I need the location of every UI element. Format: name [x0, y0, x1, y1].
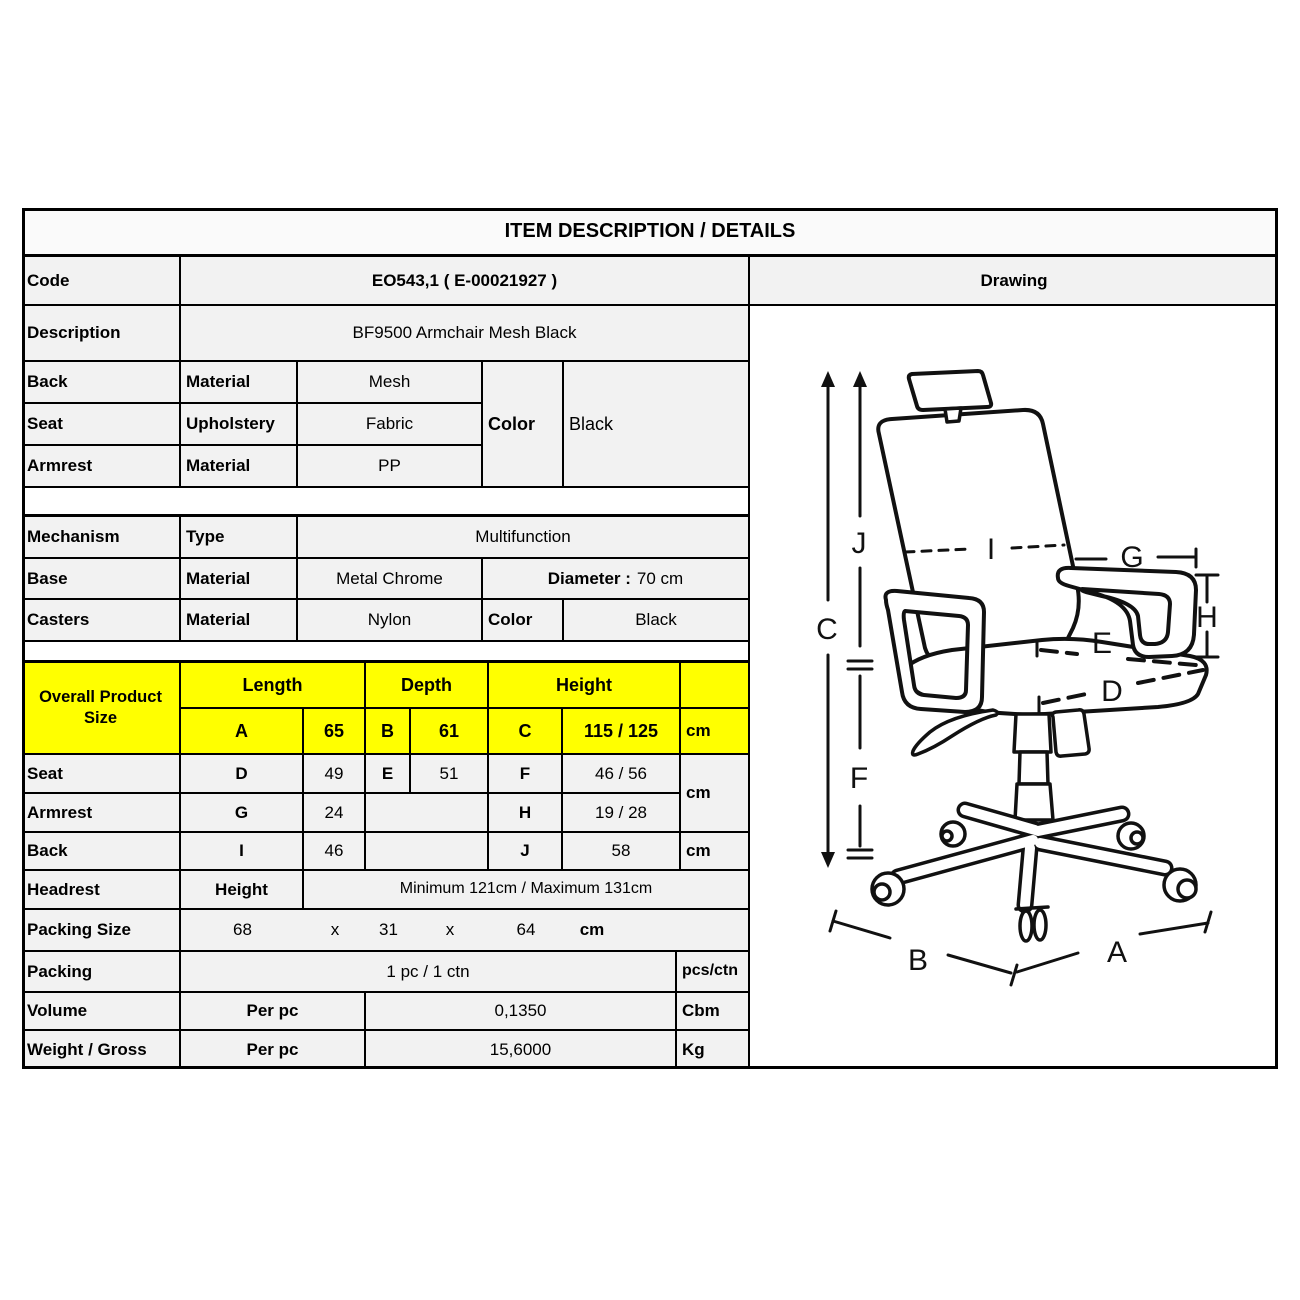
caster-front-right — [1164, 869, 1196, 901]
base-material-value: Metal Chrome — [298, 559, 483, 600]
headrest-attr: Height — [181, 871, 304, 910]
packing-size-d2: 31 — [379, 920, 398, 940]
seat-label: Seat — [22, 404, 181, 446]
color-value: Black — [564, 362, 750, 488]
casters-material-value: Nylon — [298, 600, 483, 642]
dim-letter-H: H — [489, 794, 563, 833]
dim-value-I: 46 — [304, 833, 366, 871]
packing-value: 1 pc / 1 ctn — [181, 952, 677, 993]
code-value: EO543,1 ( E-00021927 ) — [181, 257, 750, 306]
caster-front-left — [872, 873, 904, 905]
packing-unit: pcs/ctn — [677, 952, 750, 993]
packing-size-value — [181, 910, 750, 952]
mechanism-attr: Type — [181, 517, 298, 559]
dim-letter-C: C — [489, 709, 563, 755]
dim-letter-E: E — [366, 755, 411, 794]
volume-per: Per pc — [181, 993, 366, 1031]
armrest-material-value: PP — [298, 446, 483, 488]
casters-attr: Material — [181, 600, 298, 642]
col-header-depth: Depth — [366, 663, 489, 709]
col-header-height: Height — [489, 663, 681, 709]
color-label: Color — [483, 362, 564, 488]
chair-headrest-stem — [945, 408, 961, 422]
dim-value-H: 19 / 28 — [563, 794, 681, 833]
col-header-length: Length — [181, 663, 366, 709]
overall-unit: cm — [681, 709, 750, 755]
packing-size-unit: cm — [579, 920, 605, 940]
dim-letter-A: A — [181, 709, 304, 755]
chair-drawing — [750, 306, 1278, 1069]
dim-value-C: 115 / 125 — [563, 709, 681, 755]
drawing-header: Drawing — [750, 257, 1278, 306]
back-attr: Material — [181, 362, 298, 404]
packing-size-label: Packing Size — [22, 910, 181, 952]
letter-D: D — [1101, 675, 1123, 708]
letter-J: J — [851, 527, 867, 560]
description-value: BF9500 Armchair Mesh Black — [181, 306, 750, 362]
back-material-value: Mesh — [298, 362, 483, 404]
spec-table — [22, 208, 1278, 1069]
description-label: Description — [22, 306, 181, 362]
drawing-area — [750, 306, 1278, 1069]
letter-H: H — [1196, 601, 1218, 634]
packing-size-d1: 68 — [233, 920, 252, 940]
sheet-title: ITEM DESCRIPTION / DETAILS — [22, 208, 1278, 257]
letter-F: F — [849, 762, 869, 795]
letter-I: I — [986, 533, 996, 566]
armrest-dim-label: Armrest — [22, 794, 181, 833]
packing-size-x1: x — [330, 920, 340, 940]
spacer-row-2 — [22, 642, 750, 663]
volume-unit: Cbm — [677, 993, 750, 1031]
mechanism-value: Multifunction — [298, 517, 750, 559]
dim-letter-J: J — [489, 833, 563, 871]
dim-value-G: 24 — [304, 794, 366, 833]
overall-size-label-line1: Overall Product — [39, 687, 162, 706]
casters-color-label: Color — [483, 600, 564, 642]
letter-E: E — [1091, 627, 1113, 660]
dim-value-D: 49 — [304, 755, 366, 794]
seat-upholstery-value: Fabric — [298, 404, 483, 446]
chair-mechanism-box — [1052, 710, 1089, 756]
dim-letter-F: F — [489, 755, 563, 794]
casters-color-value: Black — [564, 600, 750, 642]
armrest-label: Armrest — [22, 446, 181, 488]
code-label: Code — [22, 257, 181, 306]
caster-back-right — [1118, 823, 1144, 849]
base-diameter — [483, 559, 750, 600]
dim-letter-B: B — [366, 709, 411, 755]
weight-value: 15,6000 — [366, 1031, 677, 1069]
dim-value-A: 65 — [304, 709, 366, 755]
chair-gas-lift — [1014, 714, 1053, 820]
base-attr: Material — [181, 559, 298, 600]
spacer-row-1 — [22, 488, 750, 517]
dim-letter-I: I — [181, 833, 304, 871]
dim-value-F: 46 / 56 — [563, 755, 681, 794]
packing-size-d3: 64 — [516, 920, 536, 940]
overall-size-label — [22, 663, 181, 755]
dim-letter-G: G — [181, 794, 304, 833]
armrest-dim-empty — [366, 794, 489, 833]
base-diameter-value: 70 cm — [636, 568, 684, 588]
letter-A: A — [1106, 936, 1128, 969]
headrest-value: Minimum 121cm / Maximum 131cm — [304, 871, 750, 910]
back-dim-empty — [366, 833, 489, 871]
chair-headrest — [909, 371, 991, 410]
overall-size-label-line2: Size — [83, 709, 118, 727]
headrest-label: Headrest — [22, 871, 181, 910]
seat-attr: Upholstery — [181, 404, 298, 446]
casters-label: Casters — [22, 600, 181, 642]
seat-dim-label: Seat — [22, 755, 181, 794]
letter-B: B — [907, 944, 929, 977]
volume-label: Volume — [22, 993, 181, 1031]
volume-value: 0,1350 — [366, 993, 677, 1031]
letter-G: G — [1120, 541, 1144, 574]
letter-C: C — [816, 613, 838, 646]
back-unit: cm — [681, 833, 750, 871]
packing-label: Packing — [22, 952, 181, 993]
dim-value-B: 61 — [411, 709, 489, 755]
armrest-attr: Material — [181, 446, 298, 488]
base-label: Base — [22, 559, 181, 600]
mechanism-label: Mechanism — [22, 517, 181, 559]
seat-armrest-unit: cm — [681, 755, 750, 833]
base-diameter-label: Diameter : — [547, 568, 631, 588]
chair-tilt-lever — [913, 710, 998, 755]
packing-size-x2: x — [445, 920, 455, 940]
dim-value-E: 51 — [411, 755, 489, 794]
back-label: Back — [22, 362, 181, 404]
col-header-unit-spacer — [681, 663, 750, 709]
dim-value-J: 58 — [563, 833, 681, 871]
weight-label: Weight / Gross — [22, 1031, 181, 1069]
back-dim-label: Back — [22, 833, 181, 871]
weight-per: Per pc — [181, 1031, 366, 1069]
caster-back-left — [941, 822, 965, 846]
dim-letter-D: D — [181, 755, 304, 794]
weight-unit: Kg — [677, 1031, 750, 1069]
